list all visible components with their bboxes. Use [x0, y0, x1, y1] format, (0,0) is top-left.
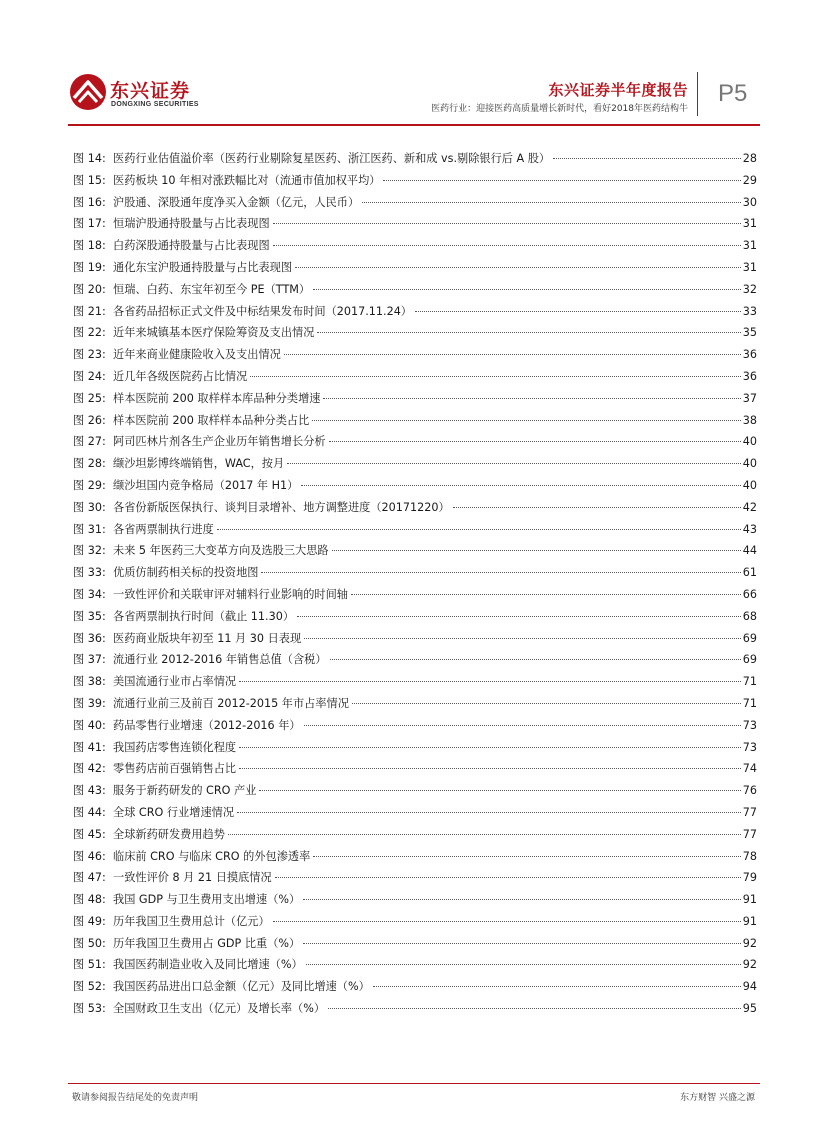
toc-page-number: 69 [742, 653, 757, 667]
toc-page-number: 74 [742, 762, 757, 776]
footer-rule [68, 1083, 760, 1084]
toc-page-number: 92 [742, 958, 757, 972]
toc-page-number: 79 [742, 871, 757, 885]
toc-page-number: 31 [742, 239, 757, 253]
toc-page-number: 40 [742, 457, 757, 471]
toc-page-number: 76 [742, 784, 757, 798]
toc-dot-leader [553, 158, 741, 159]
toc-entry[interactable] [73, 412, 757, 434]
logo-text-en: DONGXING SECURITIES [111, 101, 199, 108]
toc-page-number: 31 [742, 217, 757, 231]
toc-page-number: 68 [742, 609, 757, 623]
toc-page-number: 43 [742, 522, 757, 536]
toc-dot-leader [273, 245, 741, 246]
toc-figure-number: 图 20: [73, 282, 106, 296]
toc-figure-number: 图 19: [73, 260, 106, 274]
toc-figure-number: 图 44: [73, 805, 106, 819]
toc-figure-number: 图 52: [73, 980, 106, 994]
toc-figure-title: 我国医药制造业收入及同比增速（%） [113, 958, 303, 972]
toc-dot-leader [313, 289, 741, 290]
toc-figure-title: 优质仿制药相关标的投资地图 [113, 566, 259, 580]
toc-figure-number: 图 15: [73, 173, 106, 187]
toc-dot-leader [415, 311, 741, 312]
toc-figure-number: 图 39: [73, 696, 106, 710]
toc-entry[interactable] [73, 542, 757, 564]
toc-figure-title: 临床前 CRO 与临床 CRO 的外包渗透率 [113, 849, 311, 863]
toc-page-number: 66 [742, 587, 757, 601]
toc-entry[interactable] [73, 368, 757, 390]
toc-page-number: 29 [742, 173, 757, 187]
toc-dot-leader [261, 572, 740, 573]
toc-page-number: 31 [742, 260, 757, 274]
toc-entry[interactable] [73, 194, 757, 216]
toc-figure-title: 服务于新药研发的 CRO 产业 [113, 784, 257, 798]
toc-entry[interactable] [73, 717, 757, 739]
toc-figure-title: 药品零售行业增速（2012-2016 年） [113, 718, 301, 732]
toc-entry[interactable] [73, 673, 757, 695]
toc-entry[interactable] [73, 303, 757, 325]
toc-figure-title: 各省两票制执行进度 [113, 522, 214, 536]
toc-page-number: 91 [742, 914, 757, 928]
toc-entry[interactable] [73, 891, 757, 913]
toc-figure-title: 历年我国卫生费用占 GDP 比重（%） [113, 936, 301, 950]
toc-page-number: 77 [742, 827, 757, 841]
toc-dot-leader [239, 747, 741, 748]
toc-page-number: 71 [742, 675, 757, 689]
toc-page-number: 73 [742, 718, 757, 732]
report-title: 东兴证券半年度报告 [548, 81, 688, 99]
toc-dot-leader [304, 638, 741, 639]
toc-page-number: 36 [742, 369, 757, 383]
toc-dot-leader [306, 964, 741, 965]
toc-entry[interactable] [73, 237, 757, 259]
toc-entry[interactable] [73, 324, 757, 346]
toc-dot-leader [295, 267, 741, 268]
toc-figure-number: 图 22: [73, 326, 106, 340]
toc-entry[interactable] [73, 477, 757, 499]
toc-dot-leader [287, 463, 741, 464]
logo-emblem-icon [68, 72, 108, 112]
toc-dot-leader [328, 1008, 741, 1009]
toc-dot-leader [301, 485, 740, 486]
toc-figure-title: 各省两票制执行时间（截止 11.30） [113, 609, 295, 623]
page-header [0, 0, 827, 130]
toc-figure-number: 图 32: [73, 544, 106, 558]
toc-figure-number: 图 16: [73, 195, 106, 209]
toc-entry[interactable] [73, 586, 757, 608]
page-number: P5 [718, 80, 748, 107]
toc-figure-title: 恒瑞沪股通持股量与占比表现图 [113, 217, 270, 231]
toc-figure-number: 图 34: [73, 587, 106, 601]
toc-dot-leader [383, 180, 740, 181]
toc-entry[interactable] [73, 978, 757, 1000]
toc-dot-leader [373, 986, 741, 987]
toc-dot-leader [259, 790, 740, 791]
toc-figure-number: 图 30: [73, 500, 106, 514]
toc-page-number: 69 [742, 631, 757, 645]
toc-figure-title: 零售药店前百强销售占比 [113, 762, 237, 776]
toc-dot-leader [317, 332, 740, 333]
toc-dot-leader [239, 768, 741, 769]
toc-figure-number: 图 46: [73, 849, 106, 863]
toc-dot-leader [297, 616, 741, 617]
toc-entry[interactable] [73, 826, 757, 848]
toc-dot-leader [351, 594, 741, 595]
toc-figure-number: 图 23: [73, 348, 106, 362]
toc-dot-leader [323, 398, 740, 399]
toc-figure-number: 图 18: [73, 239, 106, 253]
toc-entry[interactable] [73, 956, 757, 978]
toc-dot-leader [275, 877, 741, 878]
toc-dot-leader [453, 507, 741, 508]
toc-entry[interactable] [73, 848, 757, 870]
toc-figure-title: 各省药品招标正式文件及中标结果发布时间（2017.11.24） [113, 304, 412, 318]
toc-figure-title: 未来 5 年医药三大变革方向及选股三大思路 [113, 544, 329, 558]
toc-figure-title: 全球 CRO 行业增速情况 [113, 805, 235, 819]
report-subtitle: 医药行业：迎接医药高质量增长新时代，看好2018年医药结构牛 [431, 104, 688, 114]
toc-page-number: 36 [742, 348, 757, 362]
toc-entry[interactable] [73, 651, 757, 673]
toc-entry[interactable] [73, 739, 757, 761]
toc-figure-number: 图 14: [73, 152, 106, 165]
figure-index-list [73, 150, 757, 1022]
toc-figure-number: 图 49: [73, 914, 106, 928]
toc-figure-number: 图 41: [73, 740, 106, 754]
toc-entry[interactable] [73, 608, 757, 630]
toc-entry[interactable] [73, 172, 757, 194]
toc-page-number: 40 [742, 478, 757, 492]
toc-dot-leader [237, 812, 741, 813]
toc-page-number: 95 [742, 1002, 757, 1016]
toc-dot-leader [362, 202, 741, 203]
toc-figure-title: 流通行业 2012-2016 年销售总值（含税） [113, 653, 327, 667]
toc-figure-number: 图 53: [73, 1002, 106, 1016]
toc-figure-title: 历年我国卫生费用总计（亿元） [113, 914, 270, 928]
toc-figure-number: 图 43: [73, 784, 106, 798]
toc-figure-title: 美国流通行业市占率情况 [113, 675, 237, 689]
toc-figure-title: 我国医药品进出口总金额（亿元）及同比增速（%） [113, 980, 370, 994]
toc-entry[interactable] [73, 869, 757, 891]
toc-entry[interactable] [73, 433, 757, 455]
toc-dot-leader [250, 376, 740, 377]
toc-figure-number: 图 27: [73, 435, 106, 449]
toc-figure-title: 医药行业估值溢价率（医药行业剔除复星医药、浙江医药、新和成 vs.剔除银行后 A 股） [113, 152, 551, 165]
toc-entry[interactable] [73, 150, 757, 172]
toc-figure-number: 图 26: [73, 413, 106, 427]
toc-figure-number: 图 36: [73, 631, 106, 645]
toc-figure-title: 近年来商业健康险收入及支出情况 [113, 348, 281, 362]
toc-figure-title: 我国 GDP 与卫生费用支出增速（%） [113, 893, 301, 907]
toc-figure-number: 图 33: [73, 566, 106, 580]
toc-page-number: 94 [742, 980, 757, 994]
toc-dot-leader [284, 354, 741, 355]
toc-dot-leader [303, 943, 741, 944]
toc-page-number: 40 [742, 435, 757, 449]
header-divider [697, 72, 698, 116]
toc-figure-number: 图 24: [73, 369, 106, 383]
toc-figure-title: 白药深股通持股量与占比表现图 [113, 239, 270, 253]
toc-entry[interactable] [73, 215, 757, 237]
toc-page-number: 61 [742, 566, 757, 580]
toc-figure-title: 恒瑞、白药、东宝年初至今 PE（TTM） [113, 282, 311, 296]
header-rule [68, 124, 760, 126]
toc-entry[interactable] [73, 782, 757, 804]
toc-figure-number: 图 40: [73, 718, 106, 732]
toc-figure-title: 近几年各级医院药占比情况 [113, 369, 248, 383]
toc-figure-number: 图 38: [73, 675, 106, 689]
toc-dot-leader [312, 420, 740, 421]
toc-page-number: 71 [742, 696, 757, 710]
toc-figure-title: 各省份新版医保执行、谈判目录增补、地方调整进度（20171220） [113, 500, 450, 514]
toc-dot-leader [330, 659, 741, 660]
toc-figure-title: 流通行业前三及前百 2012-2015 年市占率情况 [113, 696, 349, 710]
toc-page-number: 44 [742, 544, 757, 558]
toc-figure-number: 图 37: [73, 653, 106, 667]
toc-dot-leader [303, 899, 741, 900]
toc-entry[interactable] [73, 913, 757, 935]
toc-entry[interactable] [73, 804, 757, 826]
toc-page-number: 35 [742, 326, 757, 340]
toc-figure-number: 图 17: [73, 217, 106, 231]
toc-entry[interactable] [73, 455, 757, 477]
toc-figure-title: 沪股通、深股通年度净买入金额（亿元，人民币） [113, 195, 360, 209]
toc-figure-title: 我国药店零售连锁化程度 [113, 740, 237, 754]
toc-dot-leader [217, 529, 741, 530]
toc-entry[interactable] [73, 281, 757, 303]
toc-figure-number: 图 42: [73, 762, 106, 776]
toc-page-number: 37 [742, 391, 757, 405]
toc-dot-leader [273, 223, 741, 224]
toc-figure-title: 缬沙坦国内竞争格局（2017 年 H1） [113, 478, 299, 492]
toc-figure-title: 阿司匹林片剂各生产企业历年销售增长分析 [113, 435, 326, 449]
toc-figure-title: 医药商业版块年初至 11 月 30 日表现 [113, 631, 302, 645]
toc-figure-title: 一致性评价和关联审评对辅料行业影响的时间轴 [113, 587, 348, 601]
toc-page-number: 77 [742, 805, 757, 819]
toc-entry[interactable] [73, 499, 757, 521]
toc-dot-leader [304, 725, 741, 726]
toc-page-number: 33 [742, 304, 757, 318]
toc-figure-number: 图 28: [73, 457, 106, 471]
toc-page-number: 91 [742, 893, 757, 907]
toc-figure-title: 医药板块 10 年相对涨跌幅比对（流通市值加权平均） [113, 173, 381, 187]
toc-dot-leader [329, 441, 741, 442]
toc-figure-number: 图 29: [73, 478, 106, 492]
toc-figure-number: 图 50: [73, 936, 106, 950]
toc-figure-title: 样本医院前 200 取样样本库品种分类增速 [113, 391, 321, 405]
toc-dot-leader [273, 921, 741, 922]
toc-figure-number: 图 25: [73, 391, 106, 405]
toc-dot-leader [228, 834, 741, 835]
toc-figure-title: 缬沙坦影博终端销售，WAC，按月 [113, 457, 285, 471]
toc-dot-leader [239, 681, 741, 682]
toc-figure-title: 样本医院前 200 取样样本品种分类占比 [113, 413, 310, 427]
toc-entry[interactable] [73, 1000, 757, 1022]
toc-entry[interactable] [73, 390, 757, 412]
toc-figure-number: 图 31: [73, 522, 106, 536]
toc-entry[interactable] [73, 521, 757, 543]
toc-figure-title: 一致性评价 8 月 21 日摸底情况 [113, 871, 272, 885]
toc-figure-title: 通化东宝沪股通持股量与占比表现图 [113, 260, 293, 274]
toc-figure-title: 全国财政卫生支出（亿元）及增长率（%） [113, 1002, 326, 1016]
company-logo [68, 72, 218, 116]
toc-figure-number: 图 47: [73, 871, 106, 885]
toc-entry[interactable] [73, 695, 757, 717]
toc-page-number: 38 [742, 413, 757, 427]
toc-page-number: 32 [742, 282, 757, 296]
toc-page-number: 92 [742, 936, 757, 950]
toc-entry[interactable] [73, 630, 757, 652]
footer-disclaimer: 敬请参阅报告结尾处的免责声明 [72, 1093, 199, 1103]
toc-entry[interactable] [73, 760, 757, 782]
toc-figure-title: 全球新药研发费用趋势 [113, 827, 225, 841]
toc-page-number: 78 [742, 849, 757, 863]
toc-entry[interactable] [73, 935, 757, 957]
toc-entry[interactable] [73, 564, 757, 586]
toc-figure-number: 图 48: [73, 893, 106, 907]
toc-page-number: 30 [742, 195, 757, 209]
toc-entry[interactable] [73, 259, 757, 281]
toc-figure-number: 图 35: [73, 609, 106, 623]
toc-dot-leader [352, 703, 741, 704]
toc-figure-number: 图 45: [73, 827, 106, 841]
toc-dot-leader [313, 856, 740, 857]
logo-text-cn: 东兴证券 [110, 80, 191, 102]
toc-figure-number: 图 51: [73, 958, 106, 972]
toc-dot-leader [332, 550, 741, 551]
toc-entry[interactable] [73, 346, 757, 368]
toc-page-number: 42 [742, 500, 757, 514]
footer-slogan: 东方财智 兴盛之源 [680, 1093, 755, 1103]
toc-figure-number: 图 21: [73, 304, 106, 318]
toc-figure-title: 近年来城镇基本医疗保险筹资及支出情况 [113, 326, 315, 340]
toc-page-number: 73 [742, 740, 757, 754]
toc-page-number: 28 [742, 152, 757, 165]
